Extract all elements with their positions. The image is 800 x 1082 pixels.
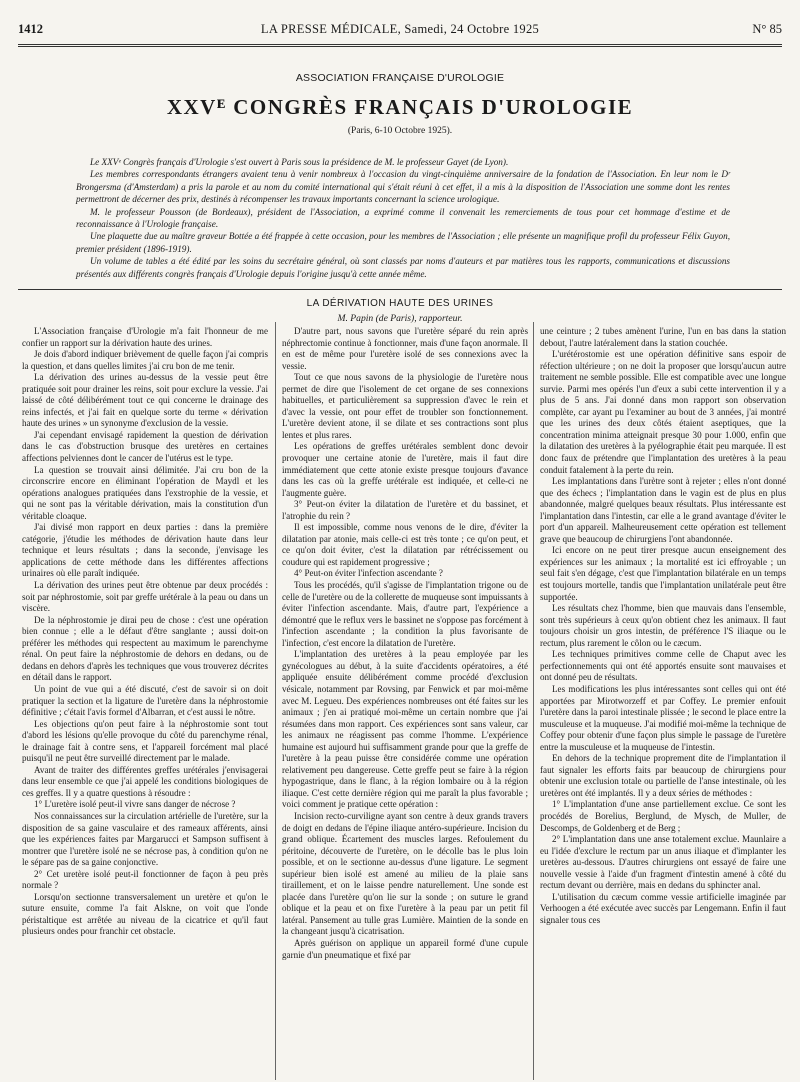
page-header xyxy=(18,22,782,42)
paragraph: J'ai cependant envisagé rapidement la question de dérivation dans le cas d'obstruction brusque des uretères en certaines affections pelviennes dont le cancer de l'utérus est le type. xyxy=(22,429,268,464)
column-divider xyxy=(533,322,534,1080)
paragraph: Un point de vue qui a été discuté, c'est de savoir si on doit pratiquer la section et la ligature de l'uretère dans la néphrostomie définitive ; c'était l'avis formel d'Albarran, et c'est aussi le nôtre. xyxy=(22,683,268,718)
header-rule-double xyxy=(18,46,782,47)
congress-title: XXVᴱ CONGRÈS FRANÇAIS D'UROLOGIE xyxy=(166,95,634,119)
paragraph: 3° Peut-on éviter la dilatation de l'uretère et du bassinet, et l'atrophie du rein ? xyxy=(282,499,528,521)
paragraph: 1° L'implantation d'une anse partiellement exclue. Ce sont les procédés de Borelius, Berglund, de Mysch, de Muller, de Descomps, de Goldenberg et de Berg ; xyxy=(540,799,786,833)
text-column-2 xyxy=(282,326,528,1078)
paragraph: Les objections qu'on peut faire à la néphrostomie sont tout d'abord les lésions qu'elle provoque du côté du parenchyme rénal, le drainage fait à contre sens, et l'appareil forcément mal placé puisqu'il ne peut être surveillé directement par le malade. xyxy=(22,718,268,764)
paragraph: Lorsqu'on sectionne transversalement un uretère et qu'on le suture ensuite, comme l'a fait Alskne, on voit que l'onde péristaltique est arrêtée au niveau de la cicatrice et qu'il faut plusieurs ondes pour franchir cet obstacle. xyxy=(22,891,268,937)
paragraph: D'autre part, nous savons que l'uretère séparé du rein après néphrectomie continue à fonctionner, mais d'une façon anormale. Il en est de même pour l'uretère isolé de ses connexions avec la vessie. xyxy=(282,326,528,371)
paragraph: La question se trouvait ainsi délimitée. J'ai cru bon de la circonscrire encore en éliminant l'opération de Maydl et les opérations analogues pratiquées dans l'exstrophie de la vessie, et qui ne sont pas la véritable dérivation, mais la constitution d'un véritable cloaque. xyxy=(22,464,268,521)
page-number: 1412 xyxy=(18,22,43,36)
column-divider xyxy=(275,322,276,1080)
paragraph: Les implantations dans l'urètre sont à rejeter ; elles n'ont donné que des échecs ; l'implantation dans le vagin est de plus en plus abandonnée, malgré quelques beaux résultats. Plus intéressante est l'implantation dans l'intestin, car elle a le grand avantage d'éviter le port d'un appareil. Malheureusement cette opération est tellement grave que beaucoup de chirurgiens l'ont abandonnée. xyxy=(540,476,786,544)
paragraph: Après guérison on applique un appareil formé d'une cupule garnie d'un pneumatique et fixé par xyxy=(282,937,528,960)
paragraph: La dérivation des urines au-dessus de la vessie peut être pratiquée soit pour drainer les reins, soit pour exclure la vessie. J'ai laissé de côté délibérément tout ce qui concerne le drainage des reins infectés, et j'ai fait en quelque sorte du terme « dérivation haute des urines » un synonyme d'exclusion de la vessie. xyxy=(22,372,268,429)
paragraph: De la néphrostomie je dirai peu de chose : c'est une opération bien connue ; elle a le défaut d'être sanglante ; aussi doit-on préférer les méthodes qui respectent au maximum le parenchyme rénal. On peut faire la néphrostomie de dehors en dedans, ou de dedans en dehors d'après les techniques que vous trouverez décrites en détail dans le rapport. xyxy=(22,614,268,683)
paragraph: Je dois d'abord indiquer brièvement de quelle façon j'ai compris la question, et dans quelles limites j'ai cru bon de me tenir. xyxy=(22,349,268,371)
article-title: LA DÉRIVATION HAUTE DES URINES xyxy=(306,298,494,309)
article-author: M. Papin (de Paris), rapporteur. xyxy=(337,313,463,324)
paragraph: Les résultats chez l'homme, bien que mauvais dans l'ensemble, sont très supérieurs à ceux qu'on obtient chez les animaux. Il faut toujours choisir un gros intestin, de préférence l'S iliaque ou le rectum, plus rarement le côlon ou le cæcum. xyxy=(540,603,786,648)
text-column-3 xyxy=(540,326,786,1078)
intro-paragraph: Les membres correspondants étrangers avaient tenu à venir nombreux à l'occasion du vingt-cinquième anniversaire de la fondation de l'Association. En leur nom le Dʳ Brongersma (d'Amsterdam) a pris la parole et au nom du comité international qui s'était réuni à cet effet, il a mis à la disposition de l'Association une somme dont les rentes permettront de décerner des prix, destinés à récompenser les travaux importants concernant la science urologique. xyxy=(76,169,730,205)
journal-title: LA PRESSE MÉDICALE, Samedi, 24 Octobre 1925 xyxy=(260,22,540,36)
paragraph: Les techniques primitives comme celle de Chaput avec les perfectionnements qui ont été apportés ensuite sont mauvaises et ont donné peu de résultats. xyxy=(540,649,786,683)
issue-number: N° 85 xyxy=(752,22,782,36)
paragraph: Tous les procédés, qu'il s'agisse de l'implantation trigone ou de celle de l'uretère ou de la collerette de muqueuse sont impuissants à éviter l'infection ascendante. Mais, d'autre part, l'expérience a démontré que le reflux vers le bassinet ne s'oppose pas forcément à l'infection ascendante ; la condition la plus favorisante de l'infection, c'est encore la dilatation de l'uretère. xyxy=(282,580,528,648)
paragraph: 2° L'implantation dans une anse totalement exclue. Maunlaire a eu l'idée d'exclure le rectum par un anus iliaque et d'implanter les uretères au-dessous. D'autres chirurgiens ont essayé de faire une nouvelle vessie à l'aide d'un fragment d'intestin amené à côté du rectum devant ou derrière, mais en dedans du sphincter anal. xyxy=(540,834,786,891)
paragraph: J'ai divisé mon rapport en deux parties : dans la première catégorie, j'étudie les méthodes de dérivation haute dans leur technique et leurs résultats ; dans la seconde, j'envisage les applications de cette méthode dans les différentes affections urinaires où elle paraît indiquée. xyxy=(22,522,268,579)
header-rule xyxy=(18,44,782,45)
congress-dates: (Paris, 6-10 Octobre 1925). xyxy=(347,126,453,136)
paragraph: Les opérations de greffes urétérales semblent donc devoir provoquer une certaine atonie de l'uretère, mais il faut dire immédiatement que cette atonie existe presque toujours d'avance dans les cas où la greffe urétérale est indiquée, et celle-ci ne l'augmente guère. xyxy=(282,441,528,498)
paragraph: 1° L'uretère isolé peut-il vivre sans danger de nécrose ? xyxy=(34,799,236,810)
paragraph: Incision recto-curviligne ayant son centre à deux grands travers de doigt en dedans de l'épine iliaque antéro-supérieure. Incision du grand oblique. Écartement des muscles larges. Refoulement du péritoine, découverte de l'uretère, on le décolle bas le plus loin possible, et on le sectionne au-dessus d'une ligature. Le segment supérieur bien isolé est amené au milieu de la plaie sans tiraillement, et on le laisse pendre naturellement. Une sonde est placée dans l'uretère qu'on lie sur la sonde ; on suture le grand oblique et la peau et on fixe l'uretère à la peau par un petit fil latéral. Pansement au tulle gras Lumière. Maintien de la sonde en la changeant jusqu'à cicatrisation. xyxy=(282,810,528,937)
paragraph: Il est impossible, comme nous venons de le dire, d'éviter la dilatation par atonie, mais celle-ci est très tonte ; ce qu'on peut, et ce qu'on doit éviter, c'est la dilatation par rétrécissement ou coudure qui est rapidement progressive ; xyxy=(282,522,528,567)
paragraph: Les modifications les plus intéressantes sont celles qui ont été apportées par Mirotworzeff et par Coffey. Le premier enfouit l'uretère dans la paroi intestinale plissée ; le second le place entre la musculeuse et la muqueuse. J'ai modifié moi-même la technique de Coffey pour obtenir d'une façon plus simple le passage de l'uretère entre la musculeuse et la muqueuse de l'intestin. xyxy=(540,683,786,752)
paragraph: L'Association française d'Urologie m'a fait l'honneur de me confier un rapport sur la dérivation haute des urines. xyxy=(22,326,268,348)
paragraph: L'urétérostomie est une opération définitive sans espoir de réfection ultérieure ; on ne doit la proposer que lorsqu'aucun autre traitement ne semble possible. Elle est compatible avec une longue survie. Parmi mes opérés l'un d'eux a subi cette intervention il y a plus de 5 ans. J'ai donné dans mon rapport son observation complète, car ayant pu l'examiner au bout de 3 années, j'ai montré que les urines des deux côtés étaient aseptiques, que la concentration minima atteignait presque 30 pour 1.000, enfin que la dilatation des uretères à la pyélographie était peu marquée. Il est donc faux de prétendre que l'implantation des uretères à la peau conduit fatalement à la perte du rein. xyxy=(540,349,786,475)
intro-paragraph: Une plaquette due au maître graveur Bottée a été frappée à cette occasion, pour les membres de l'Association ; elle présente un magnifique profil du professeur Félix Guyon, premier président (1896-1919). xyxy=(76,231,730,254)
paragraph: L'utilisation du cæcum comme vessie artificielle imaginée par Verhoogen a été exécutée avec succès par Lengemann. Enfin il faut signaler tous ces xyxy=(540,891,786,925)
intro-paragraph: Un volume de tables a été édité par les soins du secrétaire général, où sont classés par noms d'auteurs et par matières tous les rapports, communications et discussions présentés aux différents congrès français d'Urologie depuis l'origine jusqu'à cette année même. xyxy=(76,256,730,279)
intro-paragraph: Le XXVᵉ Congrès français d'Urologie s'est ouvert à Paris sous la présidence de M. le professeur Gayet (de Lyon). xyxy=(90,157,509,167)
paragraph: une ceinture ; 2 tubes amènent l'urine, l'un en bas dans la station debout, l'autre latéralement dans la station couchée. xyxy=(540,326,786,348)
paragraph: La dérivation des urines peut être obtenue par deux procédés : soit par néphrostomie, soit par greffe urétérale à la peau ou dans un viscère. xyxy=(22,580,268,614)
paragraph: Tout ce que nous savons de la physiologie de l'uretère nous permet de dire que l'isolement de cet organe de ses connexions habituelles, et particulièrement sa suppression d'avec le rein et d'avec la vessie, ont pour effet de troubler son fonctionnement. L'uretère devient atone, il se dilate et ses contractions sont plus lentes et plus rares. xyxy=(282,372,528,440)
paragraph: Avant de traiter des différentes greffes urétérales j'envisagerai dans leur ensemble ce que j'ai appelé les conditions biologiques de ces greffes. Il y a quatre questions à résoudre : xyxy=(22,764,268,798)
paragraph: Ici encore on ne peut tirer presque aucun enseignement des expériences sur les animaux ; la mortalité est ici effroyable ; un seul fait s'en dégage, c'est que l'implantation bilatérale en un temps est toujours mortelle, tandis que l'implantation unilatérale peut être supportée. xyxy=(540,545,786,602)
section-heading: ASSOCIATION FRANÇAISE D'UROLOGIE xyxy=(295,72,505,84)
paragraph: L'implantation des uretères à la peau employée par les gynécologues au début, à la suite d'accidents opératoires, a été appliquée ensuite délibérément comme procédé d'exclusion vésicale, notamment par Rovsing, par Fenwick et par moi-même avec M. Legueu. Des expériences nombreuses ont été faites sur les animaux ; j'en ai pratiqué moi-même un certain nombre que j'ai résumées dans mon rapport. Ces expériences sont sans valeur, car les animaux ne réagissent pas comme l'homme. L'expérience humaine est aujourd hui suffisamment grande pour que la greffe de l'uretère à la peau puisse être considérée comme une opération relativement peu dangereuse. Cette greffe peut se faire à la région hypogastrique, dans le flanc, à la région lombaire ou à la région iliaque. C'est cette dernière région qui me paraît la plus favorable ; voici comment je pratique cette opération : xyxy=(282,649,528,810)
paragraph: Nos connaissances sur la circulation artérielle de l'uretère, sur la disposition de sa gaine vasculaire et des rameaux afférents, ainsi que les expériences faites par Margarucci et Sampson suffisent à montrer que l'uretère isolé ne se nécrose pas, à condition qu'on ne le sépare pas de sa gaine conjonctive. xyxy=(22,810,268,868)
section-rule xyxy=(18,289,782,290)
paragraph: 4° Peut-on éviter l'infection ascendante ? xyxy=(294,568,443,579)
intro-paragraph: M. le professeur Pousson (de Bordeaux), président de l'Association, a exprimé comme il convenait les remerciements de tous pour cet hommage d'estime et de reconnaissance à l'Urologie française. xyxy=(76,206,730,230)
intro-block xyxy=(76,156,730,280)
paragraph: 2° Cet uretère isolé peut-il fonctionner de façon à peu près normale ? xyxy=(22,868,268,891)
paragraph: En dehors de la technique proprement dite de l'implantation il faut signaler les efforts faits par beaucoup de chirurgiens pour obtenir une exclusion totale ou partielle de l'anse intestinale, où les uretères ont été implantés. Il y a deux séries de méthodes : xyxy=(540,753,786,798)
text-column-1 xyxy=(22,326,268,1078)
